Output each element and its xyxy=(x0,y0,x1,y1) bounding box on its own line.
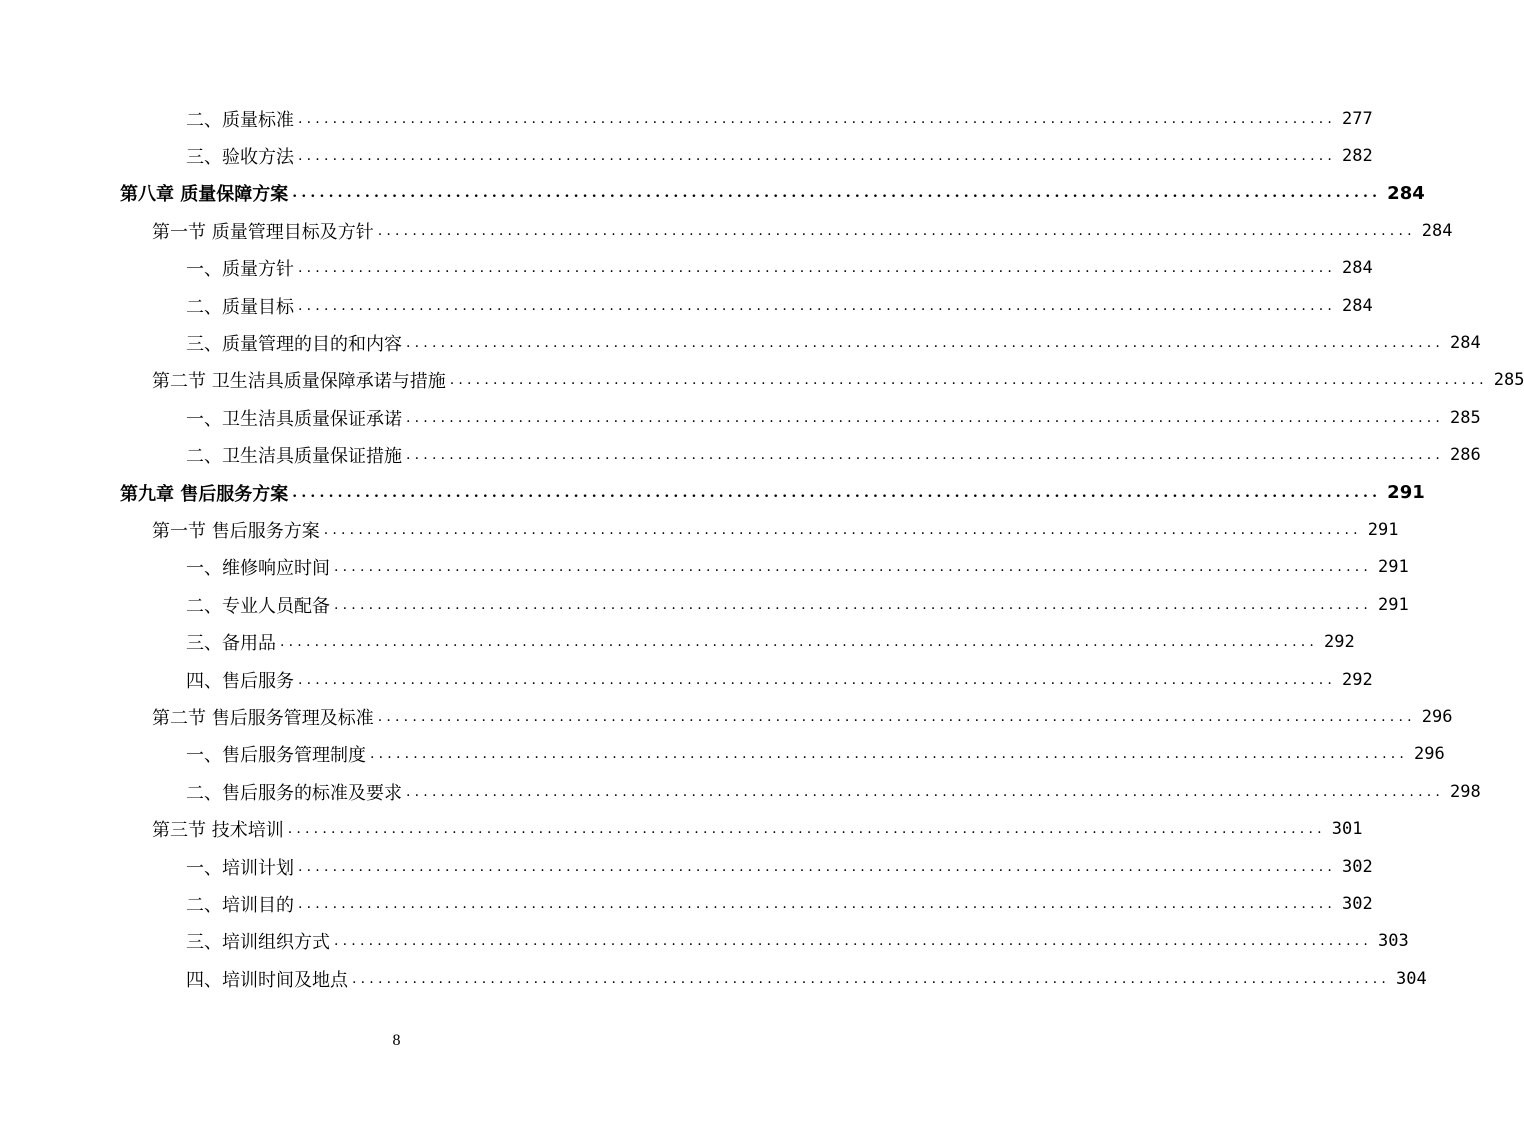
dot-leader: ........................................................................................................................ xyxy=(406,783,1445,800)
toc-entry-item[interactable] xyxy=(0,923,1409,960)
toc-entry-page-number: 303 xyxy=(1378,931,1409,952)
toc-entry-label: 四、培训时间及地点 xyxy=(186,969,348,991)
toc-entry-page-number: 291 xyxy=(1367,519,1399,540)
dot-leader: ........................................................................................................................ xyxy=(406,409,1445,426)
toc-entry-item[interactable] xyxy=(0,661,1373,698)
dot-leader: ........................................................................................................................ xyxy=(280,634,1319,651)
toc-entry-label: 四、售后服务 xyxy=(186,670,294,692)
toc-entry-page-number: 302 xyxy=(1342,893,1373,914)
toc-entry-label: 三、质量管理的目的和内容 xyxy=(186,334,402,356)
toc-entry-line xyxy=(186,137,1373,174)
toc-entry-chapter[interactable] xyxy=(0,474,1425,511)
toc-entry-page-number: 284 xyxy=(1387,182,1425,204)
toc-entry-item[interactable] xyxy=(0,885,1373,922)
toc-entry-label: 第三节 技术培训 xyxy=(152,820,284,842)
toc-entry-item[interactable] xyxy=(0,549,1409,586)
dot-leader: ........................................................................................................................ xyxy=(334,596,1373,613)
toc-entry-item[interactable] xyxy=(0,437,1481,474)
toc-entry-item[interactable] xyxy=(0,586,1409,623)
toc-entry-line xyxy=(186,399,1481,436)
dot-leader: ........................................................................................................................ xyxy=(406,335,1445,352)
toc-entry-line xyxy=(152,810,1363,847)
toc-entry-page-number: 282 xyxy=(1342,146,1373,167)
toc-entry-line xyxy=(152,212,1453,249)
toc-entry-page-number: 292 xyxy=(1324,632,1355,653)
toc-entry-item[interactable] xyxy=(0,848,1373,885)
toc-entry-line xyxy=(186,287,1373,324)
toc-entry-item[interactable] xyxy=(0,250,1373,287)
toc-entry-label: 二、培训目的 xyxy=(186,894,294,916)
dot-leader: ........................................................................................................................ xyxy=(298,297,1337,314)
dot-leader: ........................................................................................................................ xyxy=(377,222,1416,239)
toc-entry-page-number: 284 xyxy=(1342,258,1373,279)
toc-entry-label: 第二节 售后服务管理及标准 xyxy=(152,707,374,729)
dot-leader: ........................................................................................................................ xyxy=(287,821,1326,838)
dot-leader: ........................................................................................................................ xyxy=(323,521,1362,538)
toc-entry-label: 一、卫生洁具质量保证承诺 xyxy=(186,408,402,430)
toc-entry-page-number: 298 xyxy=(1450,781,1481,802)
dot-leader: ........................................................................................................................ xyxy=(298,858,1337,875)
toc-entry-section[interactable] xyxy=(0,362,1524,399)
toc-entry-label: 二、质量标准 xyxy=(186,109,294,131)
dot-leader: ........................................................................................................................ xyxy=(334,559,1373,576)
toc-entry-line xyxy=(120,175,1425,212)
toc-entry-line xyxy=(186,100,1373,137)
toc-entry-item[interactable] xyxy=(0,736,1445,773)
toc-entry-page-number: 284 xyxy=(1450,333,1481,354)
toc-entry-section[interactable] xyxy=(0,511,1399,548)
toc-entry-label: 三、验收方法 xyxy=(186,147,294,169)
table-of-contents xyxy=(0,100,1524,997)
dot-leader: ........................................................................................................................ xyxy=(334,933,1373,950)
toc-entry-line xyxy=(152,362,1524,399)
toc-entry-section[interactable] xyxy=(0,212,1453,249)
dot-leader: ........................................................................................................................ xyxy=(298,671,1337,688)
toc-entry-line xyxy=(152,698,1453,735)
dot-leader: ........................................................................................................................ xyxy=(298,148,1337,165)
toc-entry-label: 三、培训组织方式 xyxy=(186,932,330,954)
toc-entry-line xyxy=(186,773,1481,810)
toc-entry-item[interactable] xyxy=(0,287,1373,324)
dot-leader: ........................................................................................................................ xyxy=(352,970,1391,987)
toc-entry-label: 二、专业人员配备 xyxy=(186,595,330,617)
toc-entry-line xyxy=(186,549,1409,586)
toc-entry-page-number: 286 xyxy=(1450,445,1481,466)
toc-entry-item[interactable] xyxy=(0,137,1373,174)
toc-entry-page-number: 284 xyxy=(1342,295,1373,316)
toc-entry-item[interactable] xyxy=(0,399,1481,436)
toc-entry-label: 三、备用品 xyxy=(186,633,276,655)
toc-entry-page-number: 296 xyxy=(1421,706,1453,727)
toc-entry-line xyxy=(186,848,1373,885)
dot-leader: ........................................................................................................................ xyxy=(292,484,1382,501)
toc-entry-line xyxy=(186,661,1373,698)
toc-entry-label: 一、培训计划 xyxy=(186,857,294,879)
toc-entry-label: 第一节 售后服务方案 xyxy=(152,520,320,542)
dot-leader: ........................................................................................................................ xyxy=(370,746,1409,763)
toc-entry-page-number: 304 xyxy=(1396,968,1427,989)
toc-entry-line xyxy=(120,474,1425,511)
toc-entry-line xyxy=(186,885,1373,922)
toc-entry-item[interactable] xyxy=(0,324,1481,361)
dot-leader: ........................................................................................................................ xyxy=(298,260,1337,277)
toc-entry-line xyxy=(186,736,1445,773)
toc-entry-page-number: 292 xyxy=(1342,669,1373,690)
toc-entry-chapter[interactable] xyxy=(0,175,1425,212)
toc-entry-item[interactable] xyxy=(0,100,1373,137)
toc-entry-line xyxy=(186,437,1481,474)
toc-entry-label: 二、售后服务的标准及要求 xyxy=(186,782,402,804)
toc-entry-label: 第二节 卫生洁具质量保障承诺与措施 xyxy=(152,371,446,393)
toc-entry-label: 一、质量方针 xyxy=(186,259,294,281)
toc-entry-line xyxy=(186,960,1427,997)
toc-entry-page-number: 302 xyxy=(1342,856,1373,877)
toc-entry-label: 一、售后服务管理制度 xyxy=(186,745,366,767)
toc-entry-label: 二、质量目标 xyxy=(186,296,294,318)
dot-leader: ........................................................................................................................ xyxy=(406,447,1445,464)
toc-entry-section[interactable] xyxy=(0,698,1453,735)
toc-entry-page-number: 291 xyxy=(1378,557,1409,578)
dot-leader: ........................................................................................................................ xyxy=(298,110,1337,127)
toc-entry-page-number: 291 xyxy=(1378,594,1409,615)
toc-entry-label: 第一节 质量管理目标及方针 xyxy=(152,221,374,243)
toc-entry-line xyxy=(186,250,1373,287)
toc-entry-line xyxy=(186,586,1409,623)
dot-leader: ........................................................................................................................ xyxy=(377,708,1416,725)
toc-entry-line xyxy=(186,923,1409,960)
toc-entry-item[interactable] xyxy=(0,773,1481,810)
toc-entry-label: 一、维修响应时间 xyxy=(186,558,330,580)
toc-entry-page-number: 291 xyxy=(1387,482,1425,504)
toc-entry-section[interactable] xyxy=(0,810,1363,847)
dot-leader: ........................................................................................................................ xyxy=(449,372,1488,389)
toc-entry-item[interactable] xyxy=(0,960,1427,997)
toc-entry-item[interactable] xyxy=(0,623,1355,660)
dot-leader: ........................................................................................................................ xyxy=(292,185,1382,202)
toc-entry-line xyxy=(186,623,1355,660)
toc-entry-page-number: 277 xyxy=(1342,108,1373,129)
toc-entry-line xyxy=(186,324,1481,361)
toc-entry-page-number: 284 xyxy=(1421,220,1453,241)
toc-entry-label: 第九章 售后服务方案 xyxy=(120,483,289,505)
toc-entry-line xyxy=(152,511,1399,548)
toc-entry-page-number: 285 xyxy=(1493,370,1524,391)
toc-entry-label: 第八章 质量保障方案 xyxy=(120,184,289,206)
dot-leader: ........................................................................................................................ xyxy=(298,895,1337,912)
toc-entry-label: 二、卫生洁具质量保证措施 xyxy=(186,446,402,468)
page-number: 8 xyxy=(392,1032,401,1049)
toc-entry-page-number: 296 xyxy=(1414,744,1445,765)
toc-entry-page-number: 301 xyxy=(1331,819,1363,840)
toc-entry-page-number: 285 xyxy=(1450,407,1481,428)
